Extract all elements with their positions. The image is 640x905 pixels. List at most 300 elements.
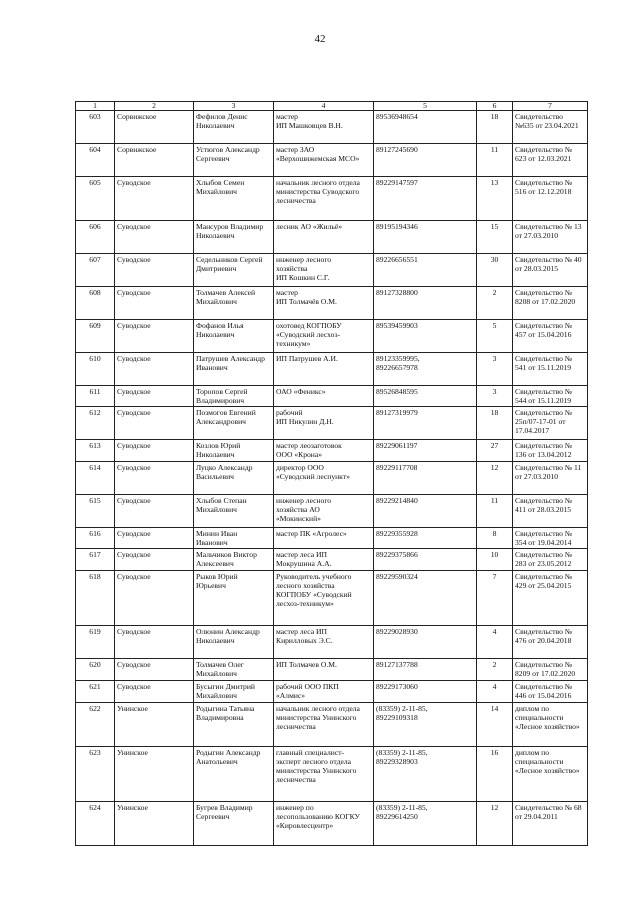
settlement-name: Суводское bbox=[115, 462, 194, 495]
certificate-info bbox=[513, 681, 588, 703]
person-position-line: ОАО «Феникс» bbox=[276, 387, 326, 396]
person-position-line: инженер лесного bbox=[276, 496, 332, 505]
phone-number-line: 89229173060 bbox=[376, 682, 418, 691]
table-row bbox=[76, 144, 588, 177]
person-name-line: Позмогов Евгений bbox=[196, 408, 256, 417]
row-number: 620 bbox=[76, 659, 115, 681]
row-number: 612 bbox=[76, 407, 115, 440]
certificate-info-line: от 27.03.2010 bbox=[515, 231, 559, 240]
table-row bbox=[76, 802, 588, 846]
phone-number-line: (83359) 2-11-85, bbox=[376, 803, 428, 812]
table-row bbox=[76, 549, 588, 571]
person-position-line: «Мокинский» bbox=[276, 514, 321, 523]
certificate-info bbox=[513, 144, 588, 177]
person-position-line: министерства Унинского bbox=[276, 766, 357, 775]
person-name-line: Родыгина Татьяна bbox=[196, 704, 255, 713]
phone-number-line: 89226657978 bbox=[376, 363, 418, 372]
certificate-info-line: 354 от 19.04.2014 bbox=[515, 538, 572, 547]
person-name-line: Фофанов Илья bbox=[196, 321, 244, 330]
certificate-info bbox=[513, 254, 588, 287]
table-row bbox=[76, 528, 588, 549]
row-number: 622 bbox=[76, 703, 115, 747]
person-position-line: мастер ЗАО bbox=[276, 145, 315, 154]
person-name-line: Патрушев Александр bbox=[196, 354, 265, 363]
settlement-name: Сорвижское bbox=[115, 144, 194, 177]
person-name-line: Мансуров Владимир bbox=[196, 222, 264, 231]
certificate-info bbox=[513, 386, 588, 407]
phone-number bbox=[374, 407, 477, 440]
phone-number-line: 89127245690 bbox=[376, 145, 418, 154]
certificate-info-line: Свидетельство № bbox=[515, 496, 573, 505]
person-position-line: лесник АО «Жильё» bbox=[276, 222, 343, 231]
certificate-info bbox=[513, 177, 588, 221]
certificate-info-line: «Лесное хозяйство» bbox=[515, 722, 580, 731]
person-name bbox=[194, 221, 274, 254]
certificate-info-line: диплом по bbox=[515, 748, 549, 757]
phone-number bbox=[374, 254, 477, 287]
person-name-line: Иванович bbox=[196, 538, 228, 547]
phone-number bbox=[374, 802, 477, 846]
settlement-name: Суводское bbox=[115, 440, 194, 462]
person-name bbox=[194, 462, 274, 495]
person-name-line: Хлыбов Степан bbox=[196, 496, 247, 505]
header-row bbox=[76, 102, 588, 111]
person-name bbox=[194, 528, 274, 549]
person-name-line: Николаевич bbox=[196, 450, 235, 459]
column-header-3: 3 bbox=[194, 102, 274, 111]
certificate-info-line: 623 от 12.03.2021 bbox=[515, 154, 572, 163]
person-name-line: Михайлович bbox=[196, 669, 238, 678]
person-name bbox=[194, 407, 274, 440]
settlement-name: Суводское bbox=[115, 407, 194, 440]
row-number: 623 bbox=[76, 747, 115, 802]
experience-years: 3 bbox=[477, 353, 513, 386]
person-position-line: Мокрушина А.А. bbox=[276, 559, 332, 568]
person-name-line: Козлов Юрий bbox=[196, 441, 241, 450]
phone-number-line: 89229028930 bbox=[376, 627, 418, 636]
person-name bbox=[194, 254, 274, 287]
certificate-info-line: Свидетельство № 40 bbox=[515, 255, 582, 264]
experience-years: 10 bbox=[477, 549, 513, 571]
experience-years: 15 bbox=[477, 221, 513, 254]
column-header-6: 6 bbox=[477, 102, 513, 111]
person-name-line: Олюнин Александр bbox=[196, 627, 260, 636]
experience-years: 2 bbox=[477, 287, 513, 320]
certificate-info-line: Свидетельство № bbox=[515, 354, 573, 363]
person-position bbox=[274, 177, 374, 221]
settlement-name: Сорвижское bbox=[115, 111, 194, 144]
person-position-line: «Алмис» bbox=[276, 691, 306, 700]
table-row bbox=[76, 747, 588, 802]
table-row bbox=[76, 626, 588, 659]
phone-number bbox=[374, 177, 477, 221]
person-position bbox=[274, 528, 374, 549]
certificate-info-line: 411 от 28.03.2015 bbox=[515, 505, 572, 514]
phone-number bbox=[374, 659, 477, 681]
settlement-name: Суводское bbox=[115, 177, 194, 221]
column-header-5: 5 bbox=[374, 102, 477, 111]
experience-years: 2 bbox=[477, 659, 513, 681]
person-name-line: Фефилов Денис bbox=[196, 112, 248, 121]
person-position bbox=[274, 626, 374, 659]
person-position-line: лесопользованию КОГКУ bbox=[276, 812, 360, 821]
certificate-info bbox=[513, 802, 588, 846]
row-number: 618 bbox=[76, 571, 115, 626]
row-number: 611 bbox=[76, 386, 115, 407]
phone-number bbox=[374, 495, 477, 528]
person-name bbox=[194, 549, 274, 571]
phone-number bbox=[374, 221, 477, 254]
person-position bbox=[274, 703, 374, 747]
person-name-line: Алексеевич bbox=[196, 559, 234, 568]
person-position-line: Руководитель учебного bbox=[276, 572, 352, 581]
certificate-info-line: Свидетельство № bbox=[515, 288, 573, 297]
person-position-line: директор ООО bbox=[276, 463, 324, 472]
person-name-line: Михайлович bbox=[196, 297, 238, 306]
phone-number bbox=[374, 626, 477, 659]
row-number: 605 bbox=[76, 177, 115, 221]
certificate-info-line: Свидетельство № 68 bbox=[515, 803, 582, 812]
person-position-line: ИП Кошкин С.Г. bbox=[276, 273, 330, 282]
person-name-line: Луцко Александр bbox=[196, 463, 253, 472]
table-row bbox=[76, 111, 588, 144]
person-name-line: Мальчиков Виктор bbox=[196, 550, 257, 559]
person-name bbox=[194, 440, 274, 462]
person-position bbox=[274, 802, 374, 846]
certificate-info-line: Свидетельство № bbox=[515, 627, 573, 636]
person-position bbox=[274, 221, 374, 254]
phone-number-line: 89229061197 bbox=[376, 441, 418, 450]
certificate-info-line: от 29.04.2011 bbox=[515, 812, 558, 821]
certificate-info-line: Свидетельство № bbox=[515, 550, 573, 559]
page-number: 42 bbox=[314, 33, 326, 45]
person-position bbox=[274, 144, 374, 177]
person-position-line: «Суводский леспункт» bbox=[276, 472, 350, 481]
phone-number-line: 89229214840 bbox=[376, 496, 418, 505]
certificate-info-line: Свидетельство № bbox=[515, 145, 573, 154]
row-number: 624 bbox=[76, 802, 115, 846]
person-position bbox=[274, 495, 374, 528]
person-name-line: Михайлович bbox=[196, 187, 238, 196]
certificate-info-line: Свидетельство № bbox=[515, 441, 573, 450]
phone-number-line: 89526848595 bbox=[376, 387, 418, 396]
person-position bbox=[274, 681, 374, 703]
certificate-info-line: 516 от 12.12.2018 bbox=[515, 187, 572, 196]
person-name-line: Толмачев Алексей bbox=[196, 288, 256, 297]
table-row bbox=[76, 440, 588, 462]
person-name bbox=[194, 495, 274, 528]
experience-years: 16 bbox=[477, 747, 513, 802]
experience-years: 27 bbox=[477, 440, 513, 462]
row-number: 617 bbox=[76, 549, 115, 571]
table-row bbox=[76, 353, 588, 386]
person-position-line: министерства Суводского bbox=[276, 187, 360, 196]
row-number: 604 bbox=[76, 144, 115, 177]
phone-number-line: 89229614250 bbox=[376, 812, 418, 821]
certificate-info-line: от 28.03.2015 bbox=[515, 264, 559, 273]
certificate-info-line: №635 от 23.04.2021 bbox=[515, 121, 579, 130]
person-name-line: Владимировна bbox=[196, 713, 244, 722]
person-position-line: хозяйства АО bbox=[276, 505, 320, 514]
person-name-line: Васильевич bbox=[196, 472, 234, 481]
person-name bbox=[194, 353, 274, 386]
row-number: 613 bbox=[76, 440, 115, 462]
table-row bbox=[76, 703, 588, 747]
row-number: 621 bbox=[76, 681, 115, 703]
person-name-line: Бусыгин Дмитрий bbox=[196, 682, 255, 691]
settlement-name: Суводское bbox=[115, 659, 194, 681]
person-position-line: лесничества bbox=[276, 196, 316, 205]
phone-number bbox=[374, 462, 477, 495]
person-name bbox=[194, 659, 274, 681]
experience-years: 18 bbox=[477, 111, 513, 144]
person-name-line: Иванович bbox=[196, 363, 228, 372]
person-name-line: Толмачев Олег bbox=[196, 660, 244, 669]
person-position bbox=[274, 386, 374, 407]
person-name bbox=[194, 144, 274, 177]
person-name-line: Торопов Сергей bbox=[196, 387, 248, 396]
certificate-info-line: диплом по bbox=[515, 704, 549, 713]
certificate-info-line: 544 от 15.11.2019 bbox=[515, 396, 572, 405]
person-name bbox=[194, 681, 274, 703]
certificate-info bbox=[513, 495, 588, 528]
column-header-7: 7 bbox=[513, 102, 588, 111]
phone-number-line: (83359) 2-11-85, bbox=[376, 704, 428, 713]
settlement-name: Суводское bbox=[115, 549, 194, 571]
settlement-name: Суводское bbox=[115, 287, 194, 320]
phone-number bbox=[374, 528, 477, 549]
phone-number-line: 89229355928 bbox=[376, 529, 418, 538]
settlement-name: Суводское bbox=[115, 353, 194, 386]
person-position bbox=[274, 549, 374, 571]
phone-number bbox=[374, 287, 477, 320]
person-name-line: Устюгов Александр bbox=[196, 145, 260, 154]
certificate-info-line: Свидетельство № bbox=[515, 682, 573, 691]
certificate-info-line: специальности bbox=[515, 757, 564, 766]
experience-years: 14 bbox=[477, 703, 513, 747]
person-position-line: лесхоз-техникум» bbox=[276, 599, 334, 608]
phone-number bbox=[374, 440, 477, 462]
experience-years: 7 bbox=[477, 571, 513, 626]
certificate-info bbox=[513, 703, 588, 747]
certificate-info-line: 476 от 20.04.2018 bbox=[515, 636, 572, 645]
phone-number bbox=[374, 144, 477, 177]
person-position-line: рабочий bbox=[276, 408, 303, 417]
certificate-info-line: Свидетельство № bbox=[515, 408, 573, 417]
settlement-name: Унинское bbox=[115, 747, 194, 802]
certificate-info-line: Свидетельство bbox=[515, 112, 563, 121]
certificate-info bbox=[513, 626, 588, 659]
phone-number-line: 89127319979 bbox=[376, 408, 418, 417]
phone-number-line: 89229328903 bbox=[376, 757, 418, 766]
experience-years: 12 bbox=[477, 802, 513, 846]
person-position-line: «Суводский лесхоз- bbox=[276, 330, 340, 339]
person-name-line: Рыков Юрий bbox=[196, 572, 238, 581]
certificate-info-line: Свидетельство № 11 bbox=[515, 463, 582, 472]
person-position-line: ИП Толмачев О.М. bbox=[276, 660, 337, 669]
person-position-line: лесничества bbox=[276, 722, 316, 731]
person-name-line: Владимирович bbox=[196, 396, 245, 405]
person-position-line: мастер bbox=[276, 288, 298, 297]
person-position-line: начальник лесного отдела bbox=[276, 178, 360, 187]
person-name-line: Бугрев Владимир bbox=[196, 803, 253, 812]
person-position-line: мастер леозаготовок bbox=[276, 441, 342, 450]
certificate-info bbox=[513, 440, 588, 462]
experience-years: 18 bbox=[477, 407, 513, 440]
column-header-1: 1 bbox=[76, 102, 115, 111]
person-position-line: главный специалист- bbox=[276, 748, 345, 757]
person-position-line: КОГПОБУ «Суводский bbox=[276, 590, 352, 599]
experience-years: 11 bbox=[477, 144, 513, 177]
person-name-line: Сергеевич bbox=[196, 812, 230, 821]
certificate-info-line: Свидетельство № bbox=[515, 529, 573, 538]
person-position bbox=[274, 440, 374, 462]
person-position-line: мастер леса ИП bbox=[276, 550, 327, 559]
person-name bbox=[194, 747, 274, 802]
certificate-info-line: 429 от 25.04.2015 bbox=[515, 581, 572, 590]
person-position-line: мастер bbox=[276, 112, 298, 121]
person-position-line: лесного хозяйства bbox=[276, 581, 335, 590]
person-name bbox=[194, 177, 274, 221]
person-position-line: Кирилловых Э.С. bbox=[276, 636, 333, 645]
certificate-info bbox=[513, 571, 588, 626]
person-name-line: Николаевич bbox=[196, 231, 235, 240]
table-row bbox=[76, 287, 588, 320]
phone-number bbox=[374, 549, 477, 571]
person-name-line: Николаевич bbox=[196, 636, 235, 645]
table-row bbox=[76, 681, 588, 703]
certificate-info-line: Свидетельство № bbox=[515, 321, 573, 330]
settlement-name: Суводское bbox=[115, 681, 194, 703]
phone-number bbox=[374, 353, 477, 386]
row-number: 606 bbox=[76, 221, 115, 254]
phone-number bbox=[374, 571, 477, 626]
person-position-line: ИП Никулин Д.Н. bbox=[276, 417, 334, 426]
person-position-line: лесничества bbox=[276, 775, 316, 784]
settlement-name: Суводское bbox=[115, 386, 194, 407]
person-name bbox=[194, 111, 274, 144]
experience-years: 4 bbox=[477, 626, 513, 659]
certificate-info-line: специальности bbox=[515, 713, 564, 722]
table-row bbox=[76, 177, 588, 221]
person-position-line: ООО «Крона» bbox=[276, 450, 323, 459]
person-position-line: ИП Машковцев В.Н. bbox=[276, 121, 343, 130]
experience-years: 3 bbox=[477, 386, 513, 407]
person-name bbox=[194, 571, 274, 626]
table-row bbox=[76, 462, 588, 495]
person-name-line: Михайлович bbox=[196, 691, 238, 700]
certificate-info bbox=[513, 320, 588, 353]
person-name-line: Николаевич bbox=[196, 121, 235, 130]
certificate-info bbox=[513, 353, 588, 386]
certificate-info-line: от 27.03.2010 bbox=[515, 472, 559, 481]
row-number: 615 bbox=[76, 495, 115, 528]
person-position-line: техникум» bbox=[276, 339, 311, 348]
certificate-info-line: Свидетельство № bbox=[515, 660, 573, 669]
person-name bbox=[194, 386, 274, 407]
column-header-2: 2 bbox=[115, 102, 194, 111]
phone-number bbox=[374, 747, 477, 802]
person-position bbox=[274, 287, 374, 320]
person-position bbox=[274, 407, 374, 440]
settlement-name: Унинское bbox=[115, 703, 194, 747]
person-name bbox=[194, 802, 274, 846]
certificate-info-line: 8209 от 17.02.2020 bbox=[515, 669, 576, 678]
experience-years: 11 bbox=[477, 495, 513, 528]
person-name-line: Седельников Сергей bbox=[196, 255, 263, 264]
phone-number bbox=[374, 703, 477, 747]
certificate-info-line: Свидетельство № bbox=[515, 387, 573, 396]
settlement-name: Суводское bbox=[115, 528, 194, 549]
person-name-line: Юрьевич bbox=[196, 581, 226, 590]
phone-number-line: 89539459903 bbox=[376, 321, 418, 330]
settlement-name: Суводское bbox=[115, 320, 194, 353]
certificate-info-line: 8208 от 17.02.2020 bbox=[515, 297, 576, 306]
person-position-line: эксперт лесного отдела bbox=[276, 757, 351, 766]
certificate-info bbox=[513, 659, 588, 681]
table-row bbox=[76, 254, 588, 287]
row-number: 607 bbox=[76, 254, 115, 287]
certificate-info-line: Свидетельство № bbox=[515, 178, 573, 187]
registry-table bbox=[75, 101, 588, 846]
person-position-line: хозяйства bbox=[276, 264, 308, 273]
certificate-info bbox=[513, 462, 588, 495]
phone-number-line: 89226656551 bbox=[376, 255, 418, 264]
person-name-line: Александрович bbox=[196, 417, 246, 426]
person-position bbox=[274, 254, 374, 287]
person-position-line: охотовед КОГПОБУ bbox=[276, 321, 342, 330]
table-row bbox=[76, 221, 588, 254]
person-position-line: ИП Толмачёв О.М. bbox=[276, 297, 337, 306]
person-name bbox=[194, 320, 274, 353]
certificate-info-line: 541 от 15.11.2019 bbox=[515, 363, 572, 372]
phone-number-line: 89229109318 bbox=[376, 713, 418, 722]
certificate-info-line: 17.04.2017 bbox=[515, 426, 550, 435]
experience-years: 12 bbox=[477, 462, 513, 495]
experience-years: 5 bbox=[477, 320, 513, 353]
certificate-info bbox=[513, 221, 588, 254]
certificate-info bbox=[513, 407, 588, 440]
person-position bbox=[274, 747, 374, 802]
certificate-info bbox=[513, 111, 588, 144]
table-row bbox=[76, 320, 588, 353]
person-position bbox=[274, 571, 374, 626]
certificate-info-line: 283 от 23.05.2012 bbox=[515, 559, 572, 568]
certificate-info-line: 457 от 15.04.2016 bbox=[515, 330, 572, 339]
certificate-info-line: Свидетельство № bbox=[515, 572, 573, 581]
experience-years: 8 bbox=[477, 528, 513, 549]
person-position-line: мастер ПК «Агролес» bbox=[276, 529, 347, 538]
table-row bbox=[76, 495, 588, 528]
person-name-line: Михайлович bbox=[196, 505, 238, 514]
person-name bbox=[194, 703, 274, 747]
person-name-line: Минин Иван bbox=[196, 529, 238, 538]
person-name-line: Хлыбов Семен bbox=[196, 178, 245, 187]
settlement-name: Суводское bbox=[115, 626, 194, 659]
row-number: 616 bbox=[76, 528, 115, 549]
certificate-info-line: Свидетельство № 13 bbox=[515, 222, 582, 231]
row-number: 609 bbox=[76, 320, 115, 353]
phone-number-line: 89195194346 bbox=[376, 222, 418, 231]
person-position bbox=[274, 111, 374, 144]
certificate-info-line: «Лесное хозяйство» bbox=[515, 766, 580, 775]
certificate-info bbox=[513, 549, 588, 571]
phone-number bbox=[374, 386, 477, 407]
phone-number-line: 89536948654 bbox=[376, 112, 418, 121]
settlement-name: Суводское bbox=[115, 254, 194, 287]
person-position-line: «Кировлесцентр» bbox=[276, 821, 334, 830]
person-position bbox=[274, 462, 374, 495]
